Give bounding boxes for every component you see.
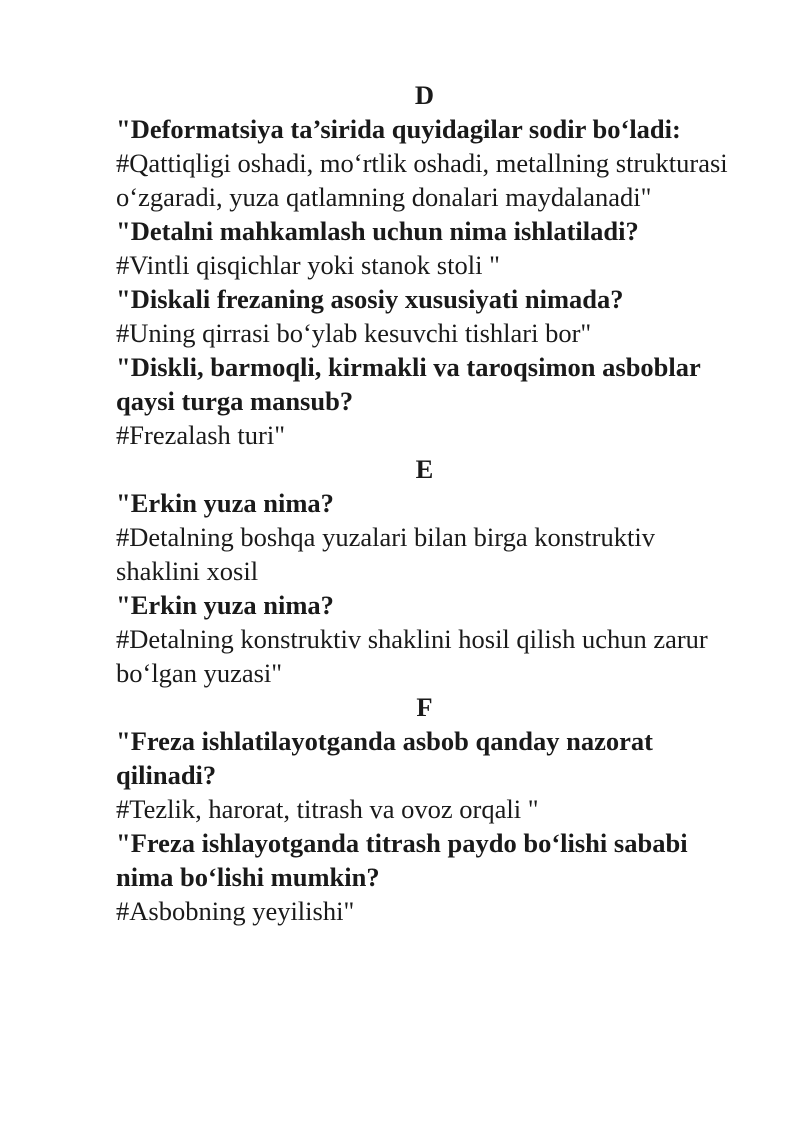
- answer-text: #Detalning boshqa yuzalari bilan birga konstruktiv shaklini xosil: [116, 522, 655, 586]
- section-letter-d: D: [414, 80, 435, 110]
- question-text: "Diskli, barmoqli, kirmakli va taroqsimon asboblar qaysi turga mansub?: [116, 352, 701, 416]
- question-text: "Freza ishlayotganda titrash paydo bo‘lishi sababi nima bo‘lishi mumkin?: [116, 828, 688, 892]
- question-text: "Diskali frezaning asosiy xususiyati nimada?: [116, 284, 624, 314]
- question-text: "Detalni mahkamlash uchun nima ishlatiladi?: [116, 216, 639, 246]
- answer-text: #Qattiqligi oshadi, mo‘rtlik oshadi, metallning strukturasi o‘zgaradi, yuza qatlamning donalari maydalanadi": [116, 148, 728, 212]
- answer-text: #Uning qirrasi bo‘ylab kesuvchi tishlari bor": [116, 318, 592, 348]
- answer-text: #Frezalash turi": [116, 420, 286, 450]
- section-letter-e: E: [415, 454, 434, 484]
- document-page: [116, 78, 731, 928]
- answer-text: #Vintli qisqichlar yoki stanok stoli ": [116, 250, 500, 280]
- answer-text: #Detalning konstruktiv shaklini hosil qilish uchun zarur bo‘lgan yuzasi": [116, 624, 708, 688]
- question-text: "Freza ishlatilayotganda asbob qanday nazorat qilinadi?: [116, 726, 653, 790]
- question-text: "Erkin yuza nima?: [116, 488, 334, 518]
- question-text: "Deformatsiya ta’sirida quyidagilar sodir bo‘ladi:: [116, 114, 681, 144]
- answer-text: #Asbobning yeyilishi": [116, 896, 355, 926]
- question-text: "Erkin yuza nima?: [116, 590, 334, 620]
- answer-text: #Tezlik, harorat, titrash va ovoz orqali ": [116, 794, 539, 824]
- section-letter-f: F: [416, 692, 433, 722]
